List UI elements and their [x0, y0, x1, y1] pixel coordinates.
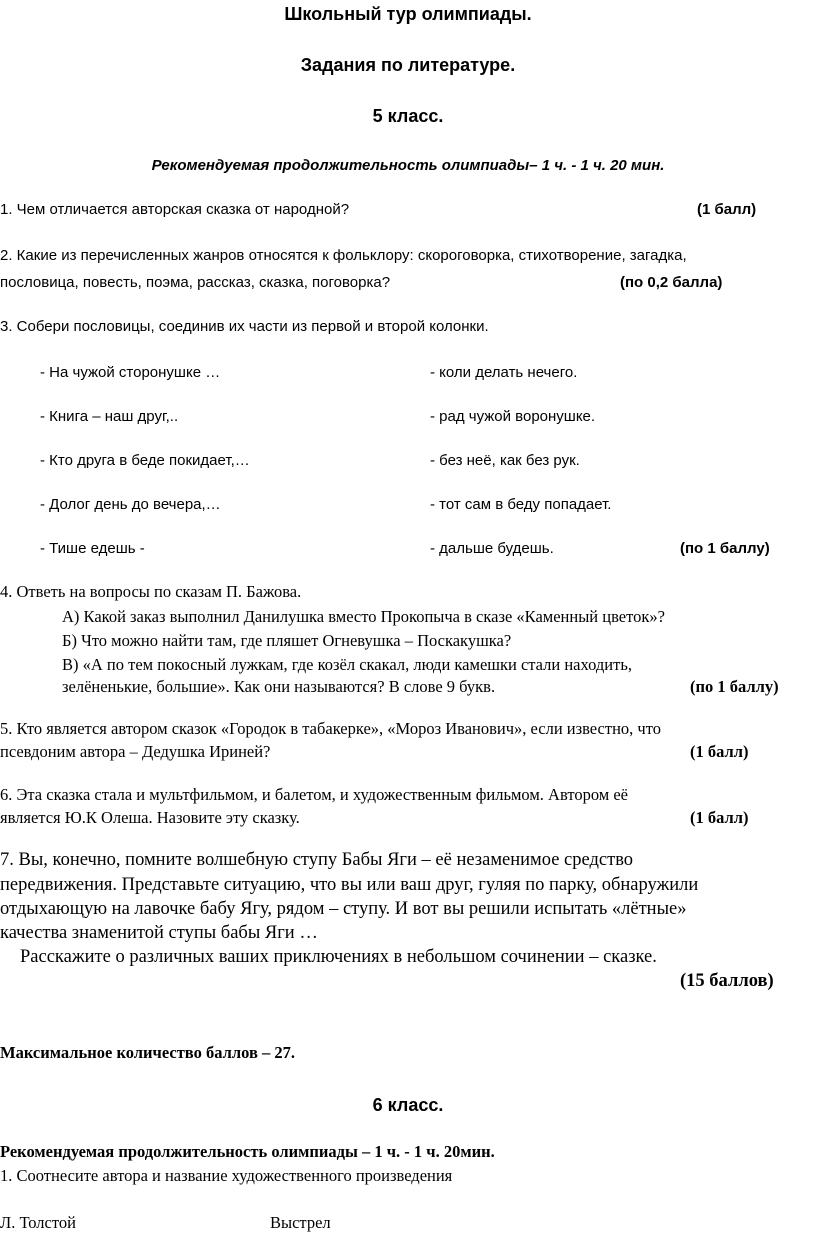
question-4: 4. Ответь на вопросы по сказам П. Бажова.: [0, 582, 302, 601]
question-2-line2: пословица, повесть, поэма, рассказ, сказка, поговорка?: [0, 274, 391, 291]
question-5-line2: псевдоним автора – Дедушка Ириней?: [0, 742, 271, 761]
proverb-start-2: - Книга – наш друг,..: [40, 408, 179, 425]
subject-title: Задания по литературе.: [300, 55, 516, 75]
proverb-end-4: - тот сам в беду попадает.: [430, 496, 612, 513]
question-2-points: (по 0,2 балла): [620, 274, 723, 291]
max-points: Максимальное количество баллов – 27.: [0, 1043, 296, 1062]
question-5-line1: 5. Кто является автором сказок «Городок в табакерке», «Мороз Иванович», если известно, что: [0, 719, 661, 738]
proverb-start-5: - Тише едешь -: [40, 540, 145, 557]
question-7-points: (15 баллов): [680, 971, 774, 991]
question-7-line3: отдыхающую на лавочке бабу Ягу, рядом – ступу. И вот вы решили испытать «лётные»: [0, 899, 687, 919]
question-4-b: Б) Что можно найти там, где пляшет Огневушка – Поскакушка?: [62, 631, 512, 650]
question-3-points: (по 1 баллу): [680, 540, 770, 557]
question-6-points: (1 балл): [690, 808, 749, 827]
question-7-line5: Расскажите о различных ваших приключениях в небольшом сочинении – сказке.: [20, 947, 657, 967]
proverb-end-5: - дальше будешь.: [430, 540, 554, 557]
proverb-start-4: - Долог день до вечера,…: [40, 496, 221, 513]
proverb-start-1: - На чужой сторонушке …: [40, 364, 221, 381]
grade-6-duration: Рекомендуемая продолжительность олимпиады – 1 ч. - 1 ч. 20мин.: [0, 1142, 495, 1161]
olympiad-title: Школьный тур олимпиады.: [284, 4, 532, 24]
grade-6-question-1: 1. Соотнесите автора и название художественного произведения: [0, 1166, 453, 1185]
question-7-line4: качества знаменитой ступы бабы Яги …: [0, 923, 318, 943]
question-6-line1: 6. Эта сказка стала и мультфильмом, и балетом, и художественным фильмом. Автором её: [0, 785, 628, 804]
grade-6-author: Л. Толстой: [0, 1213, 76, 1232]
question-6-line2: является Ю.К Олеша. Назовите эту сказку.: [0, 808, 300, 827]
proverb-end-2: - рад чужой воронушке.: [430, 408, 596, 425]
question-5-points: (1 балл): [690, 742, 749, 761]
grade-6-work: Выстрел: [270, 1213, 331, 1232]
proverb-end-3: - без неё, как без рук.: [430, 452, 580, 469]
question-1-points: (1 балл): [697, 201, 757, 218]
question-7-line1: 7. Вы, конечно, помните волшебную ступу Бабы Яги – её незаменимое средство: [0, 850, 634, 870]
question-3: 3. Собери пословицы, соединив их части из первой и второй колонки.: [0, 318, 489, 335]
question-2-line1: 2. Какие из перечисленных жанров относятся к фольклору: скороговорка, стихотворение, загадка,: [0, 247, 687, 264]
grade-title: 5 класс.: [372, 106, 444, 126]
question-4-c-line2: зелёненькие, большие». Как они называются? В слове 9 букв.: [62, 677, 496, 696]
duration-line: Рекомендуемая продолжительность олимпиады– 1 ч. - 1 ч. 20 мин.: [151, 157, 665, 174]
question-4-a: А) Какой заказ выполнил Данилушка вместо Прокопыча в сказе «Каменный цветок»?: [62, 607, 665, 626]
grade-6-title: 6 класс.: [372, 1095, 444, 1115]
proverb-end-1: - коли делать нечего.: [430, 364, 578, 381]
question-4-points: (по 1 баллу): [690, 677, 779, 696]
question-7-line2: передвижения. Представьте ситуацию, что вы или ваш друг, гуляя по парку, обнаружили: [0, 875, 699, 895]
question-4-c-line1: В) «А по тем покосный лужкам, где козёл скакал, люди камешки стали находить,: [62, 655, 632, 674]
question-1: 1. Чем отличается авторская сказка от народной?: [0, 201, 350, 218]
proverb-start-3: - Кто друга в беде покидает,…: [40, 452, 250, 469]
